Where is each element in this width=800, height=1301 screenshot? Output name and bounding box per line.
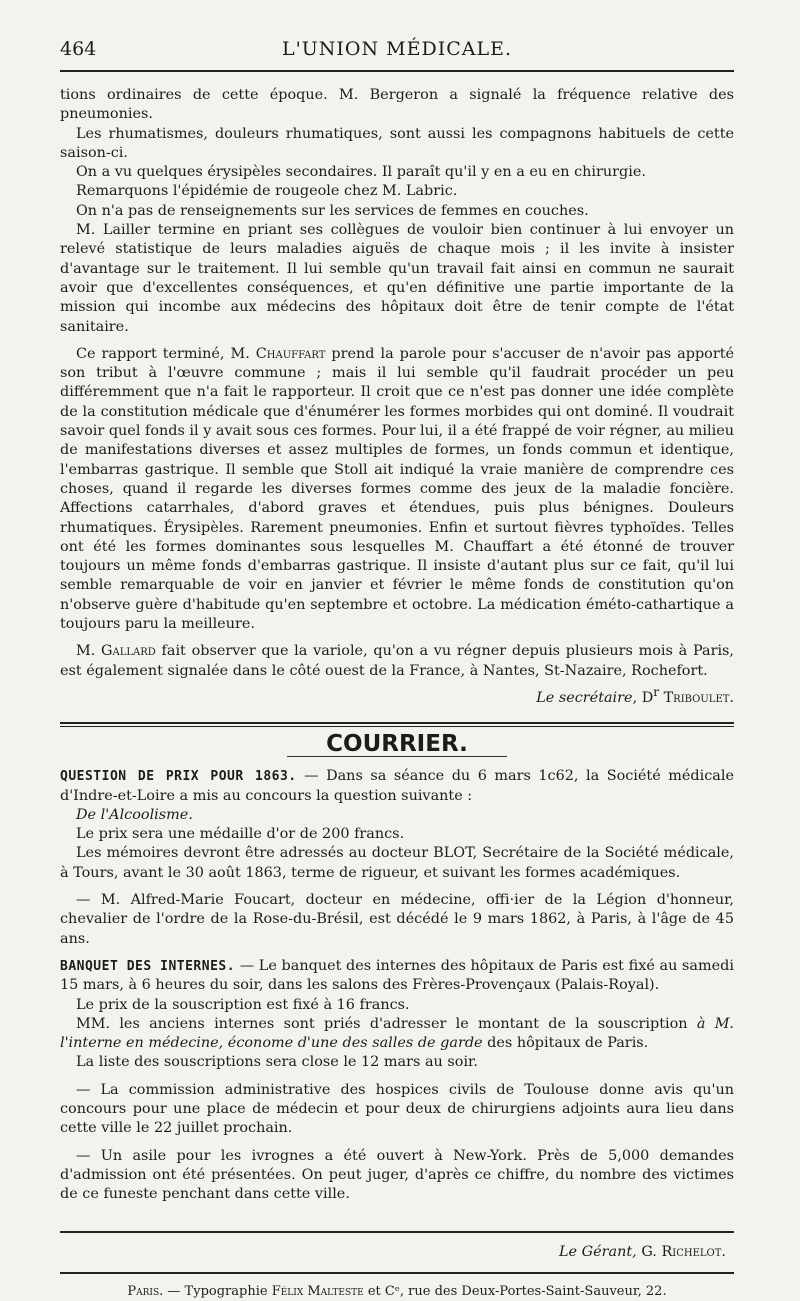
gallard-paragraph	[60, 642, 734, 681]
page-body	[60, 86, 734, 1301]
text: Ce rapport terminé, M.	[76, 345, 256, 362]
text: prend la parole pour s'accuser de n'avoir pas apporté son tribut à l'œuvre commune ; mais il lui semble qu'il faudrait procéder un peu différemment que n'a fait le rapporteur. Il croit que ce n'est pas donner une idée complète de la constitution médicale que d'énumérer les formes morbides qui ont dominé. Il voudrait savoir quel fonds il y avait sous ces formes. Pour lui, il a été frappé de voir régner, au milieu de manifestations diverses et assez multiples de formes, un fonds commun et identique, l'embarras gastrique. Il semble que Stoll ait indiqué la vraie manière de comprendre ces choses, quand il regarde les diverses formes comme des jeux de la maladie foncière. Affections catarrhales, d'abord graves et étendues, puis plus bénignes. Douleurs rhumatiques. Érysipèles. Rarement pneumonies. Enfin et surtout fièvres typhoïdes. Telles ont été les formes dominantes sous lesquelles M. Chauffart a été étonné de trouver toujours un même fonds d'embarras gastrique. Il insiste d'autant plus sur ce fait, qu'il lui semble remarquable de voir en janvier et février le même fonds de constitution qu'on n'observe guère d'habitude qu'en septembre et octobre. La médication éméto-cathartique a toujours paru la meilleure.	[60, 345, 734, 633]
banquet-paragraph	[60, 957, 734, 996]
paragraph: tions ordinaires de cette époque. M. Bergeron a signalé la fréquence relative des pneumonies.	[60, 87, 734, 123]
running-title: L'UNION MÉDICALE.	[281, 38, 513, 60]
signature-role: Le Gérant,	[559, 1243, 637, 1260]
section-title: COURRIER.	[326, 731, 468, 757]
paragraph: Le prix de la souscription est fixé à 16 francs.	[76, 996, 410, 1013]
paragraph: M. Lailler termine en priant ses collègues de vouloir bien continuer à lui envoyer un relevé statistique de leurs maladies aiguës de chaque mois ; il les invite à insister d'avantage sur le traitement. Il lui semble qu'un travail fait ainsi en commun ne saurait avoir que d'excellentes conséquences, et qu'en définitive une partie importante de la mission qui incombe aux médecins des hôpitaux doit être de tenir compte de l'état sanitaire.	[60, 222, 734, 335]
paragraph: Le prix sera une médaille d'or de 200 francs.	[76, 826, 405, 843]
speaker-name: Chauffart	[255, 345, 326, 362]
footer-rule	[60, 1231, 734, 1233]
text: De l'Alcoolisme.	[76, 806, 193, 823]
header-rule	[60, 70, 734, 72]
text: fait observer que la variole, qu'on a vu régner depuis plusieurs mois à Paris, est également signalée dans le côté ouest de la France, à Nantes, St-Nazaire, Rochefort.	[60, 643, 735, 679]
text: , D	[632, 689, 654, 706]
text: Félix Malteste	[271, 1283, 364, 1299]
text: — Dans sa séance du 6 mars 1c62, la Société médicale d'Indre-et-Loire a mis au concours la question suivante :	[60, 768, 734, 804]
gerant-signature	[60, 1243, 734, 1262]
paragraph: — M. Alfred-Marie Foucart, docteur en médecine, offi·ier de la Légion d'honneur, chevalier de l'ordre de la Rose-du-Brésil, est décédé le 9 mars 1862, à Paris, à l'âge de 45 ans.	[60, 892, 734, 947]
paragraph: On a vu quelques érysipèles secondaires. Il paraît qu'il y en a eu en chirurgie.	[76, 164, 646, 181]
section-divider	[60, 722, 734, 727]
page-header	[60, 38, 734, 66]
lead-heading: QUESTION DE PRIX POUR 1863.	[60, 769, 297, 785]
text: des hôpitaux de Paris.	[482, 1035, 649, 1052]
speaker-name: Gallard	[101, 643, 156, 660]
prize-question-paragraph	[60, 767, 734, 806]
paragraph: — La commission administrative des hospices civils de Toulouse donne avis qu'un concours pour une place de médecin et pour deux de chirurgiens adjoints aura lieu dans cette ville le 22 juillet prochain.	[60, 1081, 734, 1137]
paragraph: Les rhumatismes, douleurs rhumatiques, sont aussi les compagnons habituels de cette saison-ci.	[60, 125, 734, 161]
text: M.	[76, 643, 102, 660]
signature-name: G. Richelot.	[636, 1243, 726, 1260]
paragraph: On n'a pas de renseignements sur les services de femmes en couches.	[76, 202, 589, 219]
question-subject	[60, 806, 734, 825]
lead-heading: BANQUET DES INTERNES.	[60, 958, 236, 974]
paragraph: La liste des souscriptions sera close le 12 mars au soir.	[76, 1054, 478, 1071]
text: MM. les anciens internes sont priés d'adresser le montant de la souscription	[76, 1015, 697, 1032]
text: Paris.	[127, 1283, 164, 1299]
text: — Typographie	[163, 1283, 272, 1299]
secretary-signature	[60, 683, 734, 708]
paragraph: Les mémoires devront être adressés au docteur BLOT, Secrétaire de la Société médicale, à Tours, avant le 30 août 1863, terme de rigueur, et suivant les formes académiques.	[60, 845, 734, 881]
paragraph: — Un asile pour les ivrognes a été ouvert à New-York. Près de 5,000 demandes d'admission ont été présentées. On peut juger, d'après ce chiffre, du nombre des victimes de ce funeste penchant dans cette ville.	[60, 1147, 734, 1203]
text: à M. l'interne en médecine, économe d'une des salles de garde	[60, 1015, 734, 1052]
printer-imprint	[60, 1282, 734, 1301]
paragraph: Remarquons l'épidémie de rougeole chez M. Labric.	[76, 183, 458, 200]
page-number: 464	[60, 38, 97, 60]
chauffart-paragraph	[60, 345, 734, 634]
text: r	[653, 684, 659, 699]
text: et Cᵉ, rue des Deux-Portes-Saint-Sauveur, 22.	[363, 1283, 667, 1299]
subscription-paragraph	[60, 1015, 734, 1054]
text: — Le banquet des internes des hôpitaux de Paris est fixé au samedi 15 mars, à 6 heures du soir, dans les salons des Frères-Provençaux (Palais-Royal).	[60, 957, 734, 994]
imprint-rule	[60, 1272, 734, 1274]
signature-name: Triboulet.	[659, 689, 734, 706]
signature-role: Le secrétaire	[536, 689, 633, 706]
